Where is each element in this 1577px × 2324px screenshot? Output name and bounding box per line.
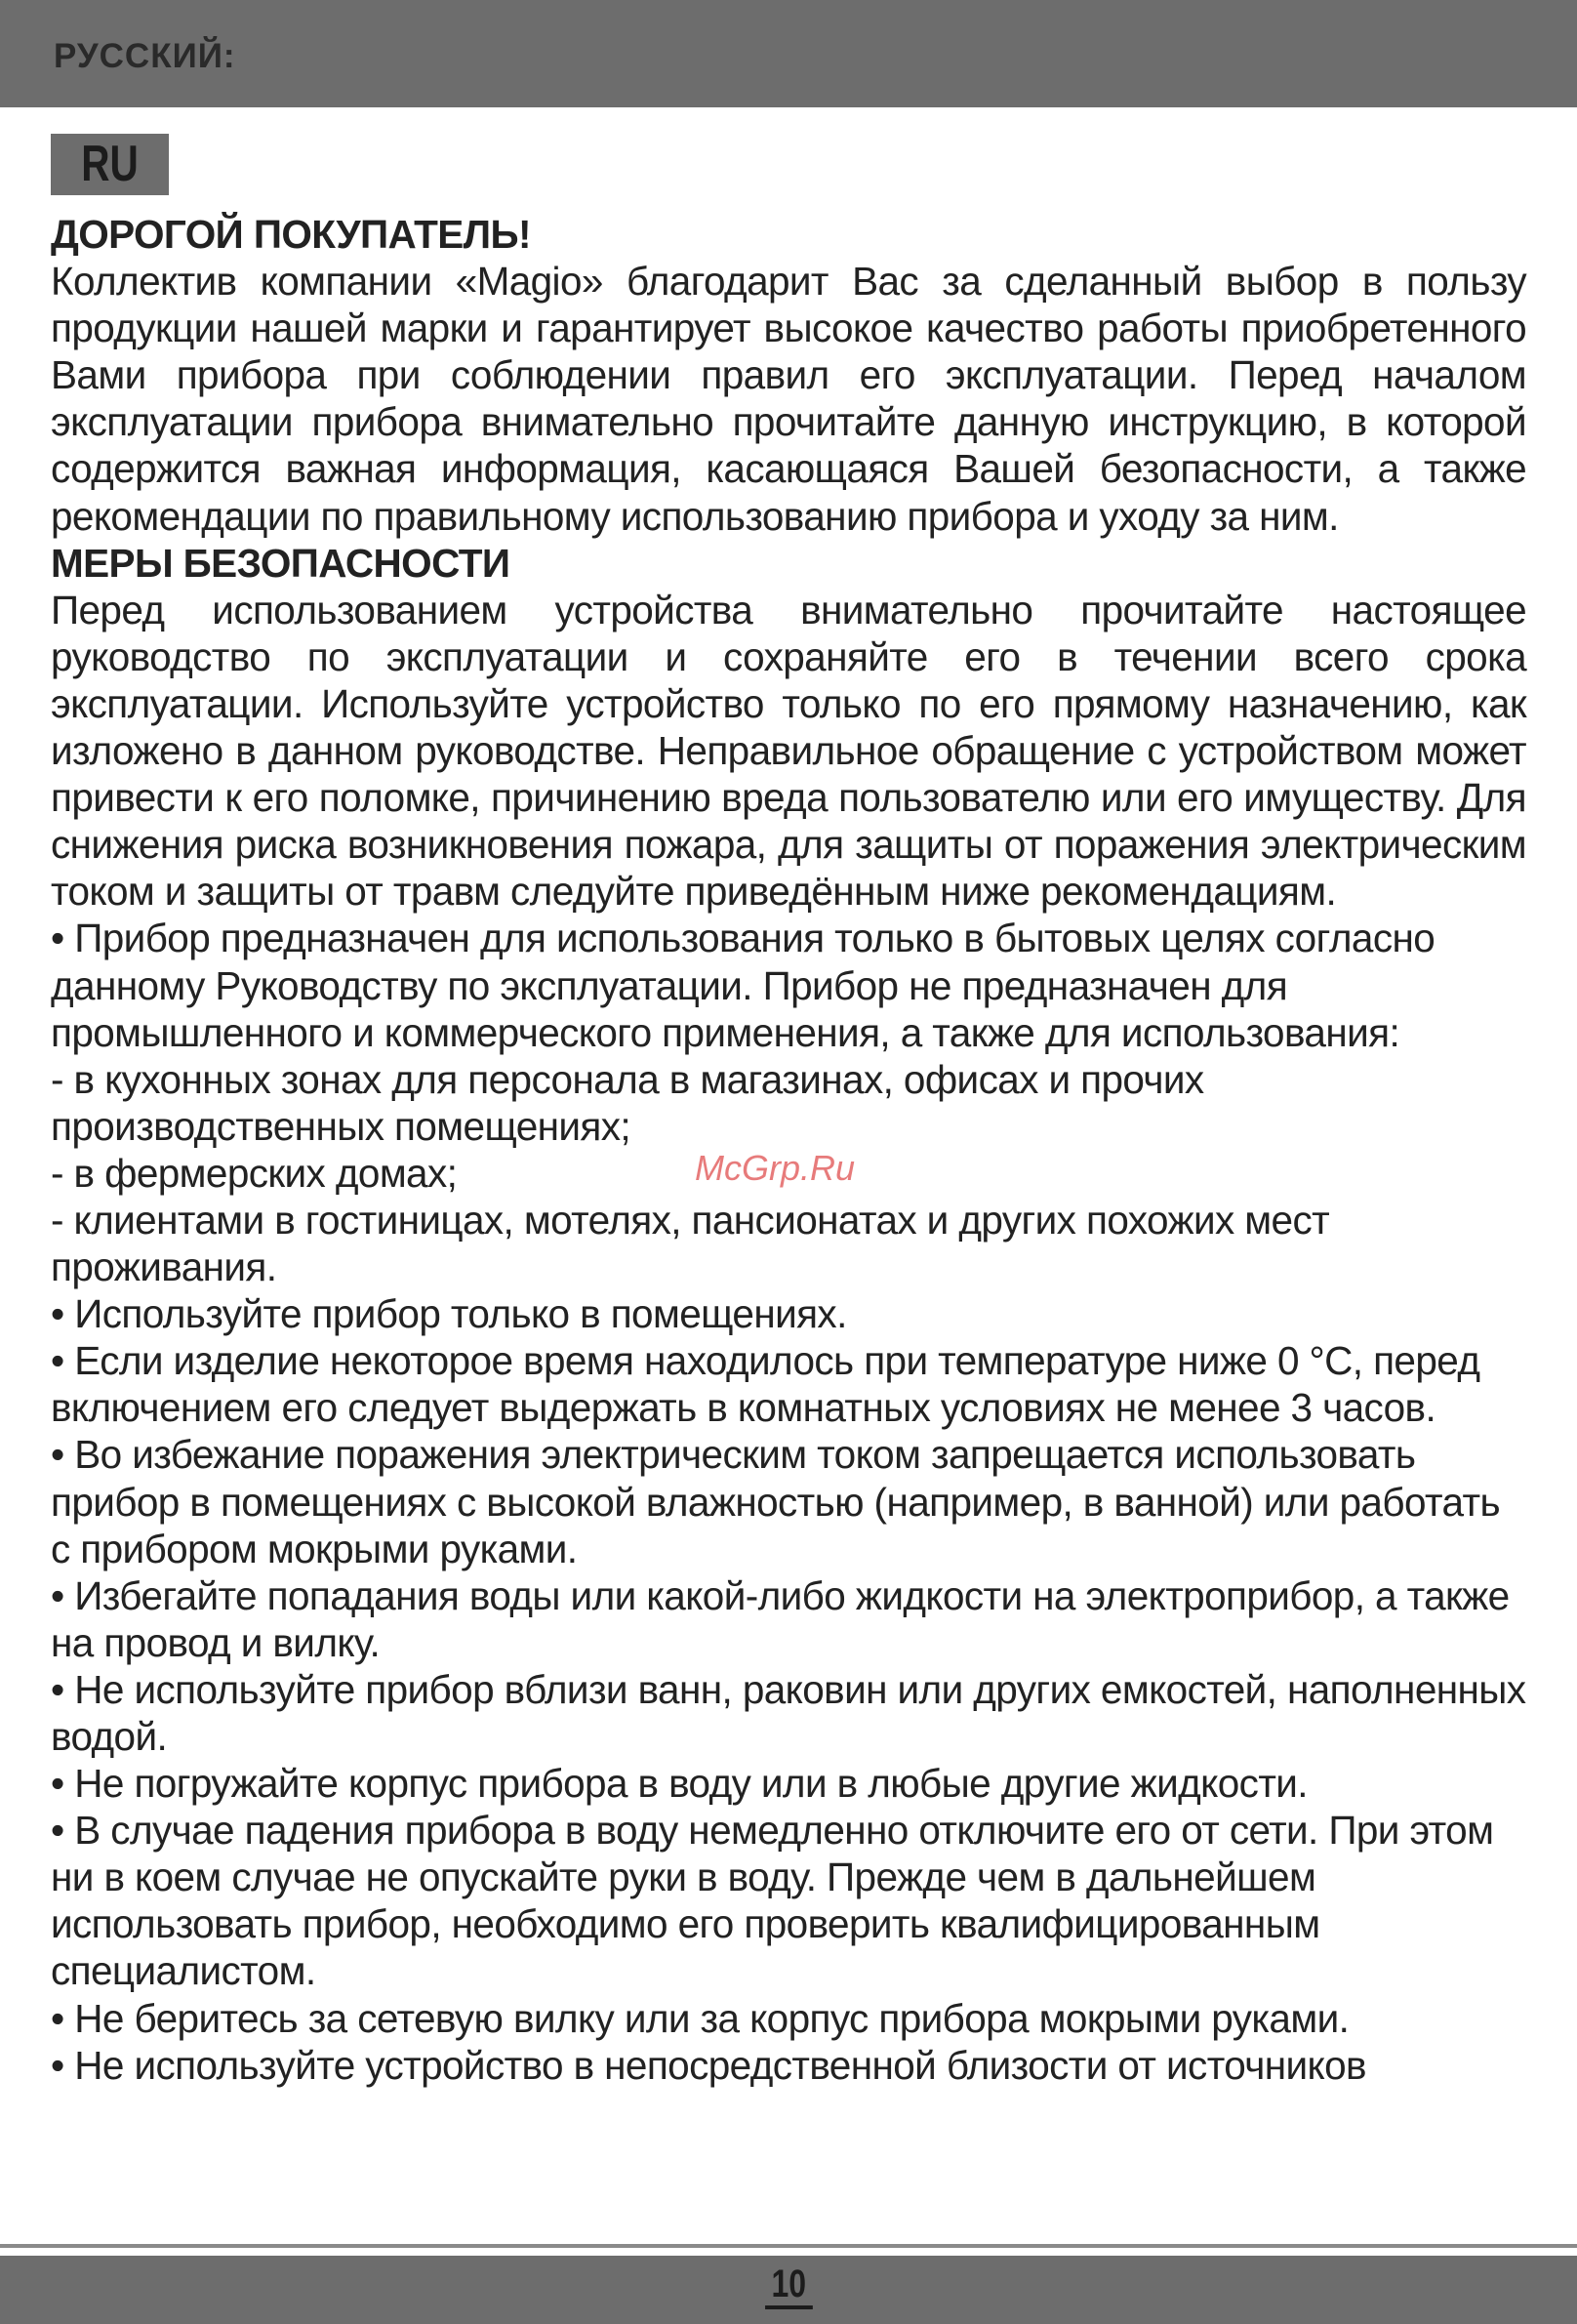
bullet-item: • Используйте прибор только в помещениях. (51, 1291, 847, 1337)
page-number (0, 2263, 1577, 2309)
bullet-item: • Прибор предназначен для использования только в бытовых целях согласно данному Руководству по эксплуатации. Прибор не предназначен для промышленного и коммерческого применения, а также для использования: (51, 916, 1435, 1055)
language-label: РУССКИЙ: (54, 37, 236, 75)
sub-item: - клиентами в гостиницах, мотелях, пансионатах и других похожих мест (51, 1197, 1330, 1243)
bullet-item: • Во избежание поражения электрическим током запрещается использовать прибор в помещениях с высокой влажностью (например, в ванной) или работать с прибором мокрыми руками. (51, 1432, 1500, 1571)
bullet-item: • В случае падения прибора в воду немедленно отключите его от сети. При этом ни в коем случае не опускайте руки в воду. Прежде чем в дальнейшем использовать прибор, необходимо его проверить квалифицированным специалистом. (51, 1808, 1494, 1994)
watermark: McGrp.Ru (695, 1148, 856, 1188)
bullet-item: • Не погружайте корпус прибора в воду или в любые другие жидкости. (51, 1761, 1308, 1807)
header-bar (0, 0, 1577, 107)
language-badge (51, 134, 169, 195)
bullet-item: • Избегайте попадания воды или какой-либо жидкости на электроприбор, а также на провод и вилку. (51, 1572, 1510, 1665)
bullet-item: • Если изделие некоторое время находилось при температуре ниже 0 °С, перед включением его следует выдержать в комнатных условиях не менее 3 часов. (51, 1338, 1480, 1431)
greeting-paragraph: Коллектив компании «Magio» благодарит Вас за сделанный выбор в пользу продукции нашей марки и гарантирует высокое качество работы приобретенного Вами прибора при соблюдении правил его эксплуатации. Перед началом эксплуатации прибора внимательно прочитайте данную инструкцию, в которой содержится важная информация, касающаяся Вашей безопасности, а также рекомендации по правильному использованию прибора и уходу за ним. (51, 259, 1526, 539)
sub-item-continuation: производственных помещениях; (51, 1103, 631, 1149)
bullet-item: • Не используйте устройство в непосредственной близости от источников (51, 2042, 1366, 2088)
sub-item: - в кухонных зонах для персонала в магазинах, офисах и прочих (51, 1056, 1204, 1102)
footer-divider (0, 2244, 1577, 2248)
language-badge-text: RU (81, 136, 139, 192)
sub-item-continuation: проживания. (51, 1244, 277, 1290)
page-number-text: 10 (765, 2263, 812, 2309)
safety-paragraph: Перед использованием устройства внимательно прочитайте настоящее руководство по эксплуатации и сохраняйте его в течении всего срока эксплуатации. Используйте устройство только по его прямому назначению, как изложено в данном руководстве. Неправильное обращение с устройством может привести к его поломке, причинению вреда пользователю или его имуществу. Для снижения риска возникновения пожара, для защиты от поражения электрическим током и защиты от травм следуйте приведённым ниже рекомендациям. (51, 587, 1526, 915)
safety-title: МЕРЫ БЕЗОПАСНОСТИ (51, 540, 510, 586)
bullet-item: • Не беритесь за сетевую вилку или за корпус прибора мокрыми руками. (51, 1995, 1350, 2041)
sub-item: - в фермерских домах; (51, 1150, 458, 1196)
greeting-title: ДОРОГОЙ ПОКУПАТЕЛЬ! (51, 212, 531, 257)
bullet-item: • Не используйте прибор вблизи ванн, раковин или других емкостей, наполненных водой. (51, 1666, 1526, 1759)
